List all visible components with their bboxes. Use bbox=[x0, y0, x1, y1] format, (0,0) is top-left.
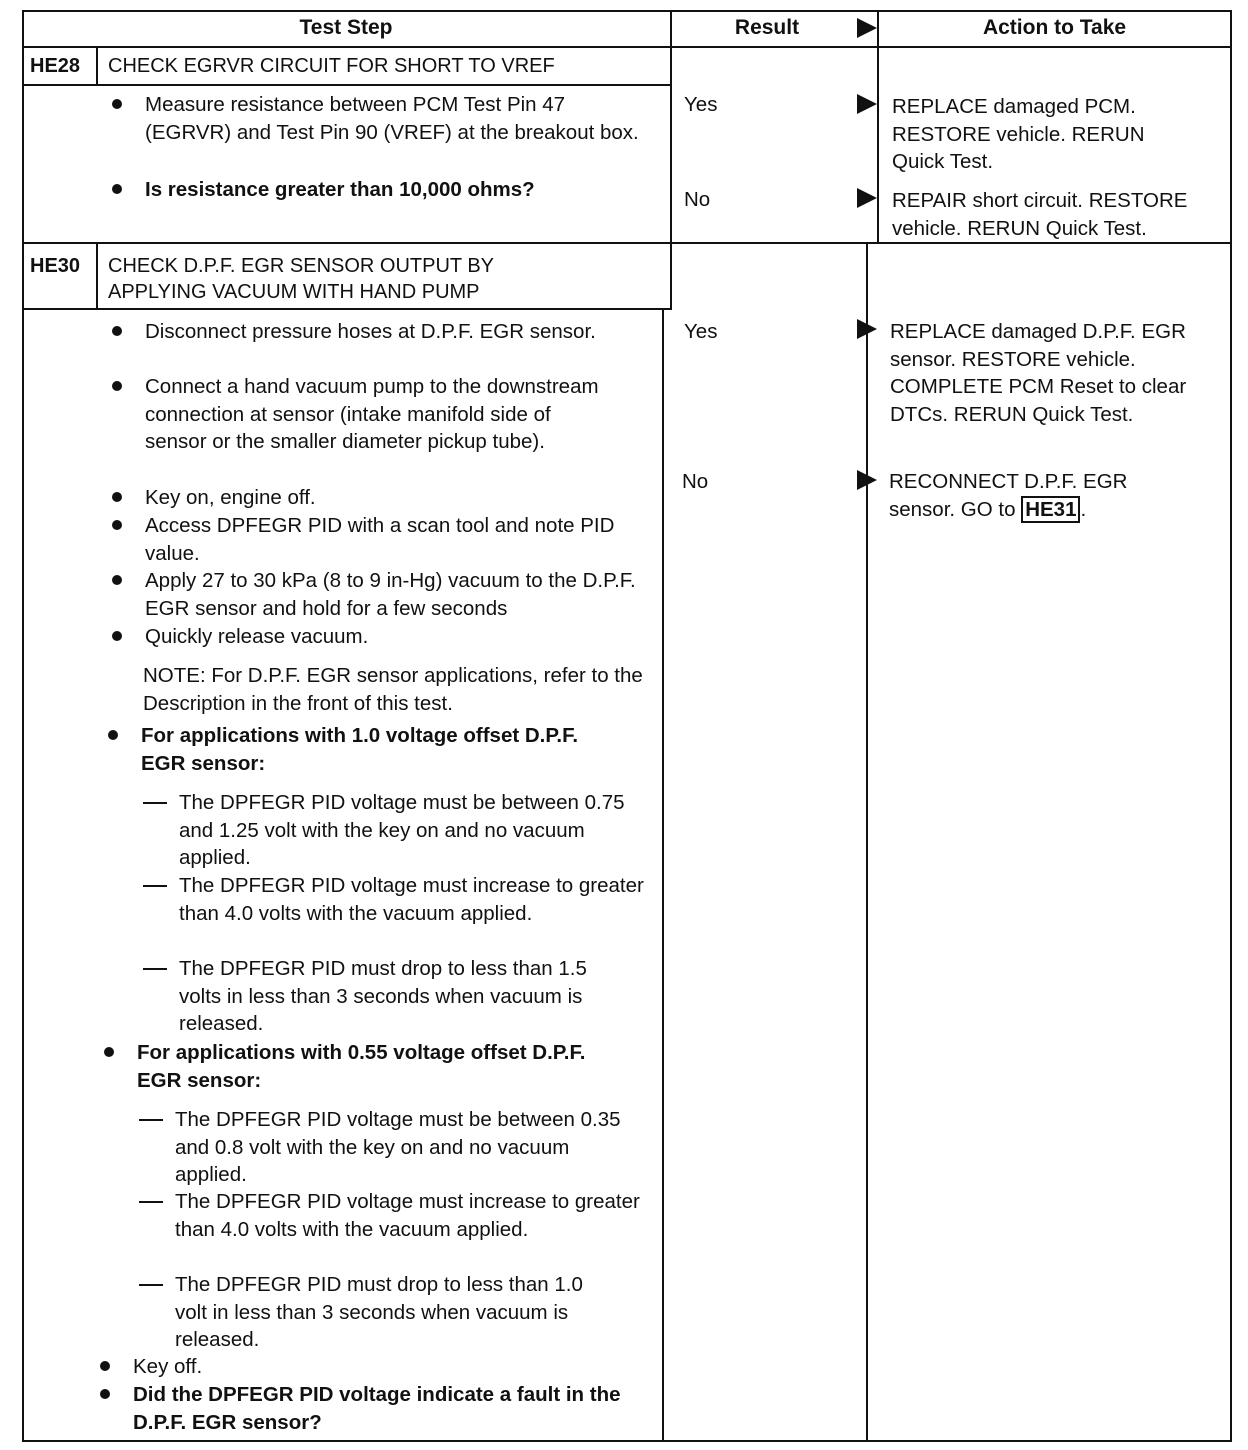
step-title-he30: CHECK D.P.F. EGR SENSOR OUTPUT BY APPLYING VACUUM WITH HAND PUMP bbox=[108, 255, 494, 303]
bullet-icon bbox=[112, 99, 122, 109]
bullet-icon bbox=[112, 492, 122, 502]
he30-step-4: Access DPFEGR PID with a scan tool and note PID value. bbox=[145, 514, 615, 565]
he30-app2-item-2: The DPFEGR PID voltage must increase to greater than 4.0 volts with the vacuum applied. bbox=[175, 1190, 640, 1241]
bullet-icon bbox=[112, 184, 122, 194]
bullet-icon bbox=[112, 381, 122, 391]
he30-step-2: Connect a hand vacuum pump to the downstream connection at sensor (intake manifold side of sensor or the smaller diameter pickup tube). bbox=[145, 375, 599, 453]
he30-action-yes: REPLACE damaged D.P.F. EGR sensor. RESTORE vehicle. COMPLETE PCM Reset to clear DTCs. RERUN Quick Test. bbox=[890, 320, 1187, 426]
header-arrow-icon bbox=[857, 18, 877, 38]
bullet-icon bbox=[100, 1389, 110, 1399]
header-test-step: Test Step bbox=[299, 16, 393, 40]
bullet-icon bbox=[112, 575, 122, 585]
bullet-icon bbox=[108, 730, 118, 740]
he30-step-3: Key on, engine off. bbox=[145, 486, 316, 509]
bullet-icon bbox=[112, 520, 122, 530]
result-arrow-icon bbox=[857, 470, 877, 490]
he30-note: NOTE: For D.P.F. EGR sensor applications, refer to the Description in the front of this test. bbox=[143, 664, 643, 715]
he28-step-1: Measure resistance between PCM Test Pin 47 (EGRVR) and Test Pin 90 (VREF) at the breakout box. bbox=[145, 93, 639, 144]
result-arrow-icon bbox=[857, 319, 877, 339]
he30-step-1: Disconnect pressure hoses at D.P.F. EGR sensor. bbox=[145, 320, 596, 343]
goto-he31-link[interactable]: HE31 bbox=[1021, 496, 1080, 523]
he28-result-yes: Yes bbox=[684, 93, 718, 116]
result-arrow-icon bbox=[857, 188, 877, 208]
dash-icon bbox=[139, 1201, 163, 1203]
he28-step-2: Is resistance greater than 10,000 ohms? bbox=[145, 178, 535, 201]
result-arrow-icon bbox=[857, 94, 877, 114]
he30-question: Did the DPFEGR PID voltage indicate a fault in the D.P.F. EGR sensor? bbox=[133, 1383, 621, 1434]
he30-result-no: No bbox=[682, 470, 709, 493]
he30-app2-item-3: The DPFEGR PID must drop to less than 1.0 volt in less than 3 seconds when vacuum is released. bbox=[175, 1273, 583, 1351]
he30-app1-item-1: The DPFEGR PID voltage must be between 0.75 and 1.25 volt with the key on and no vacuum applied. bbox=[179, 791, 625, 869]
dash-icon bbox=[143, 802, 167, 804]
he30-action-no bbox=[889, 468, 1189, 523]
he28-action-no: REPAIR short circuit. RESTORE vehicle. RERUN Quick Test. bbox=[892, 189, 1188, 240]
he30-result-yes: Yes bbox=[684, 320, 718, 343]
step-title-he28: CHECK EGRVR CIRCUIT FOR SHORT TO VREF bbox=[108, 55, 555, 77]
he30-app1-item-3: The DPFEGR PID must drop to less than 1.5 volts in less than 3 seconds when vacuum is released. bbox=[179, 957, 587, 1035]
he30-step-6: Quickly release vacuum. bbox=[145, 625, 369, 648]
bullet-icon bbox=[104, 1047, 114, 1057]
he30-app2-heading: For applications with 0.55 voltage offset D.P.F. EGR sensor: bbox=[137, 1041, 586, 1092]
bullet-icon bbox=[100, 1361, 110, 1371]
he28-action-yes: REPLACE damaged PCM. RESTORE vehicle. RERUN Quick Test. bbox=[892, 95, 1145, 173]
he30-action-no-text: RECONNECT D.P.F. EGR sensor. GO to bbox=[889, 470, 1128, 521]
step-code-he30: HE30 bbox=[30, 255, 81, 277]
header-action: Action to Take bbox=[982, 16, 1127, 40]
he30-action-no-suffix: . bbox=[1080, 497, 1087, 521]
header-result: Result bbox=[734, 16, 800, 40]
he30-key-off: Key off. bbox=[133, 1355, 203, 1378]
he30-step-5: Apply 27 to 30 kPa (8 to 9 in-Hg) vacuum to the D.P.F. EGR sensor and hold for a few seconds bbox=[145, 569, 636, 620]
he30-app1-item-2: The DPFEGR PID voltage must increase to greater than 4.0 volts with the vacuum applied. bbox=[179, 874, 644, 925]
dash-icon bbox=[143, 885, 167, 887]
dash-icon bbox=[139, 1119, 163, 1121]
he30-app2-item-1: The DPFEGR PID voltage must be between 0.35 and 0.8 volt with the key on and no vacuum applied. bbox=[175, 1108, 621, 1186]
bullet-icon bbox=[112, 326, 122, 336]
he30-app1-heading: For applications with 1.0 voltage offset D.P.F. EGR sensor: bbox=[141, 724, 579, 775]
he28-result-no: No bbox=[684, 188, 711, 211]
step-code-he28: HE28 bbox=[30, 55, 81, 77]
dash-icon bbox=[139, 1284, 163, 1286]
dash-icon bbox=[143, 968, 167, 970]
bullet-icon bbox=[112, 631, 122, 641]
